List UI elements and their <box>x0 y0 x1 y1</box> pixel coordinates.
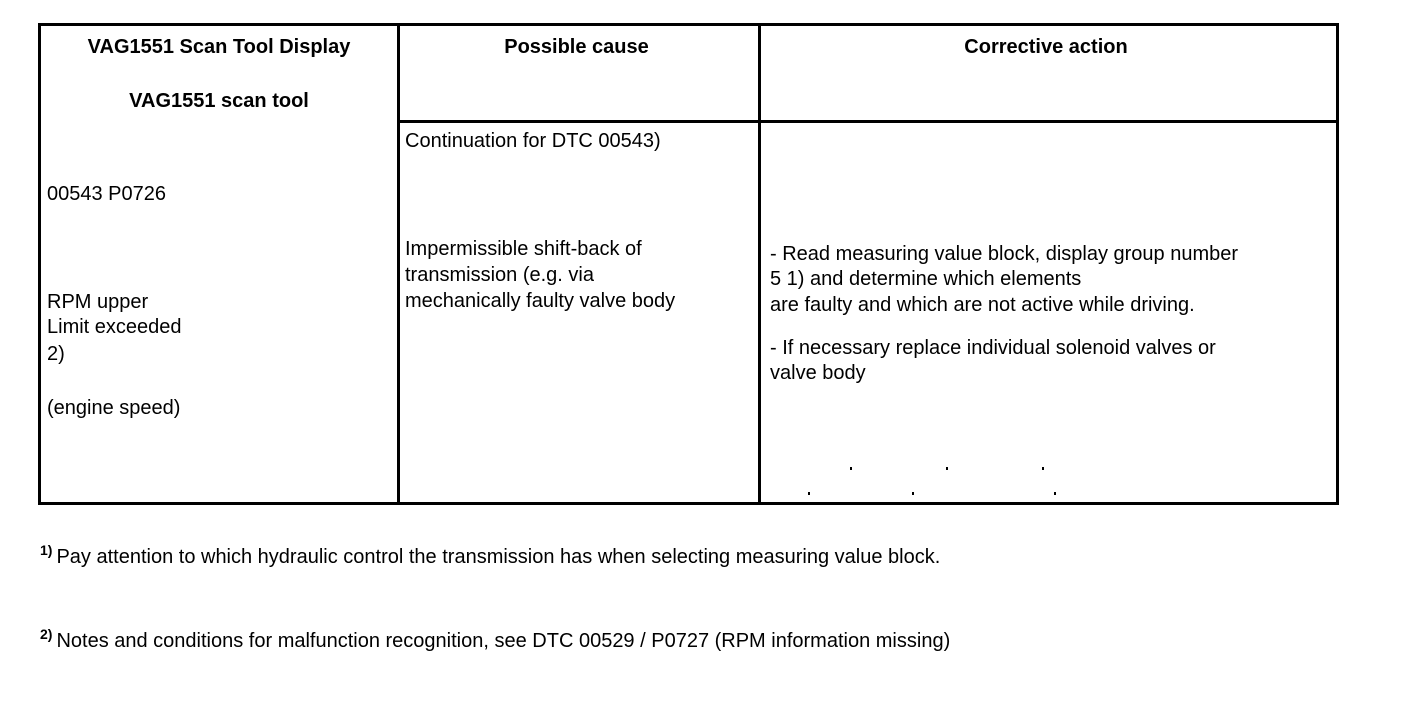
dtc-desc-line4: (engine speed) <box>47 397 181 419</box>
cause-line2: transmission (e.g. via <box>405 264 594 286</box>
col1-subheader: VAG1551 scan tool <box>129 90 309 112</box>
footnote-1-text: Pay attention to which hydraulic control the transmission has when selecting measuring value block. <box>56 546 941 568</box>
header-divider <box>400 120 1336 123</box>
cause-line3: mechanically faulty valve body <box>405 290 676 312</box>
action1-line3: are faulty and which are not active while driving. <box>770 294 1195 316</box>
scan-artifact <box>1054 492 1056 495</box>
footnote-2-text: Notes and conditions for malfunction recognition, see DTC 00529 / P0727 (RPM information missing) <box>56 630 951 652</box>
column-divider-2 <box>758 26 761 502</box>
action2-line1: - If necessary replace individual solenoid valves or <box>770 337 1216 359</box>
dtc-desc-line3: 2) <box>47 343 65 365</box>
action1-line1: - Read measuring value block, display group number <box>770 243 1239 265</box>
dtc-desc-line2: Limit exceeded <box>47 316 182 338</box>
scan-artifact <box>808 492 810 495</box>
scan-artifact <box>850 467 852 470</box>
continuation-note: Continuation for DTC 00543) <box>405 130 661 152</box>
dtc-desc-line1: RPM upper <box>47 291 149 313</box>
dtc-code: 00543 P0726 <box>47 183 167 205</box>
cause-line1: Impermissible shift-back of <box>405 238 642 260</box>
action2-line2: valve body <box>770 362 866 384</box>
footnote-1 <box>40 537 940 570</box>
col3-header: Corrective action <box>964 36 1128 58</box>
scan-artifact <box>1042 467 1044 470</box>
col1-header: VAG1551 Scan Tool Display <box>87 36 351 58</box>
footnote-2 <box>40 621 950 654</box>
footnote-2-marker: 2) <box>40 626 53 642</box>
scan-artifact <box>912 492 914 495</box>
scan-artifact <box>946 467 948 470</box>
column-divider-1 <box>397 26 400 502</box>
footnote-1-marker: 1) <box>40 542 53 558</box>
col2-header: Possible cause <box>504 36 649 58</box>
action1-line2: 5 1) and determine which elements <box>770 268 1082 290</box>
